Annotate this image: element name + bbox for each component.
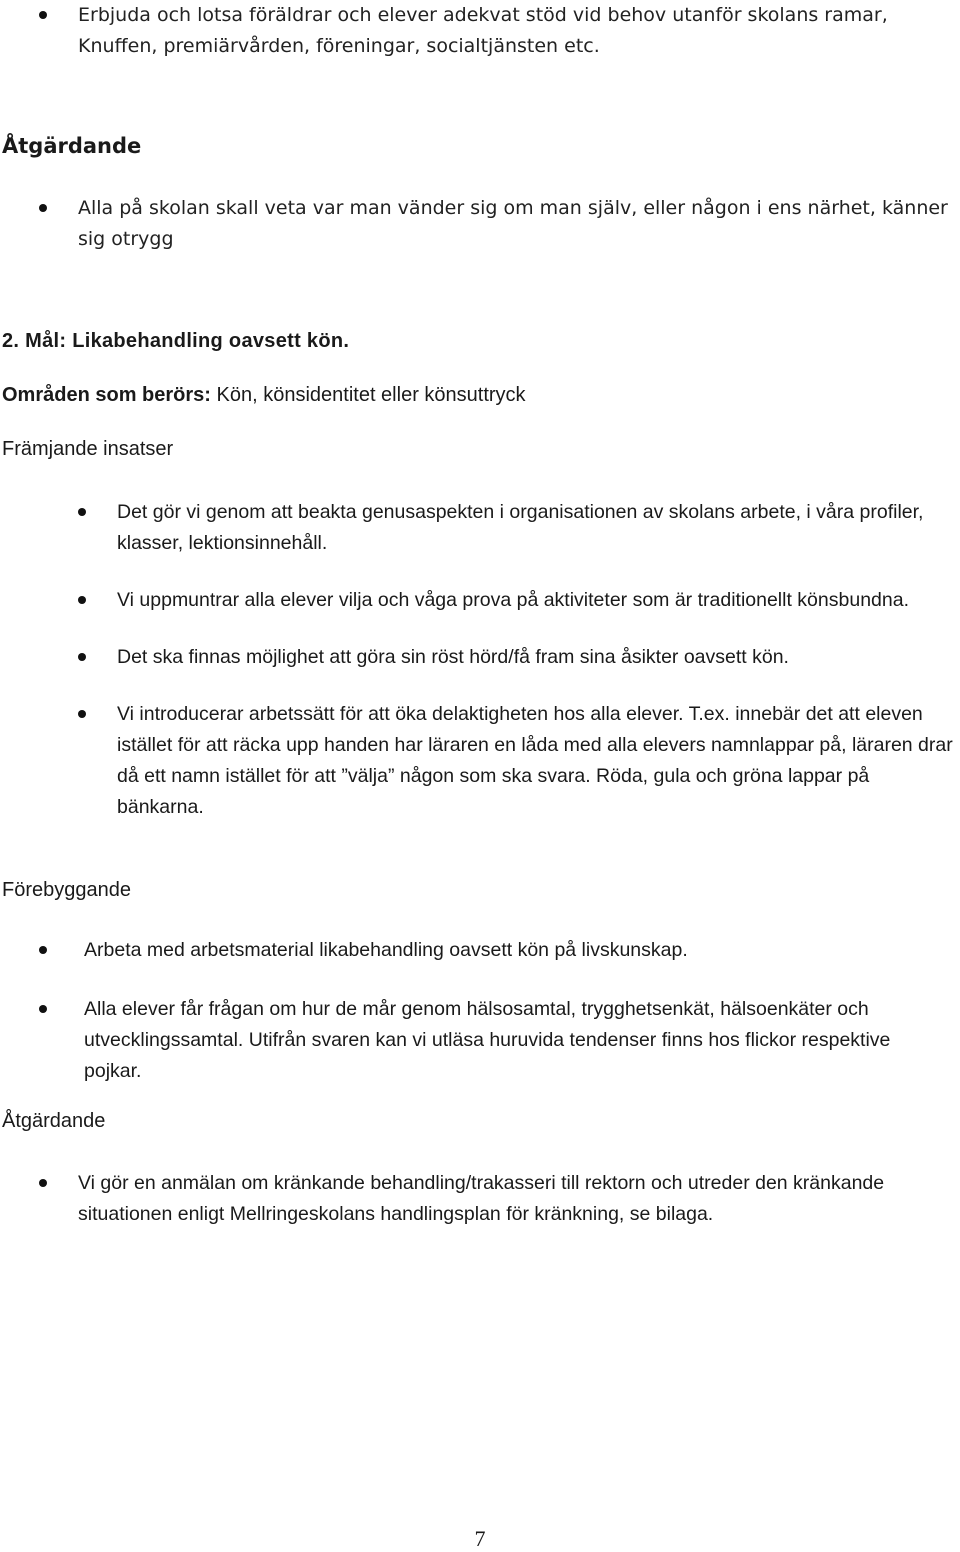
list-item-text: Alla på skolan skall veta var man vänder sig om man själv, eller någon i ens närhet, känner sig otrygg <box>78 197 948 250</box>
atgardande-2-bullet-list <box>0 1168 950 1230</box>
bullet-icon <box>39 946 47 954</box>
bullet-icon <box>78 653 86 661</box>
list-item-text: Det gör vi genom att beakta genusaspekten i organisationen av skolans arbete, i våra profiler, klasser, lektionsinnehåll. <box>117 501 924 554</box>
section-heading-atgardande-1: Åtgärdande <box>2 134 142 158</box>
list-item-text: Vi uppmuntrar alla elever vilja och våga prova på aktiviteter som är traditionellt könsbundna. <box>117 589 909 611</box>
areas-value: Kön, könsidentitet eller könsuttryck <box>210 384 526 406</box>
bullet-icon <box>39 1005 47 1013</box>
bullet-icon <box>78 508 86 516</box>
page-number: 7 <box>474 1526 486 1551</box>
list-item-text: Vi introducerar arbetssätt för att öka delaktigheten hos alla elever. T.ex. innebär det att eleven istället för att räcka upp handen har läraren en låda med alla elevers namnlappar på, läraren drar då ett namn istället för att ”välja” någon som ska svara. Röda, gula och gröna lappar på bänkarna. <box>117 703 953 818</box>
framjande-bullet-list <box>0 497 960 823</box>
bullet-icon <box>78 710 86 718</box>
list-item <box>0 585 960 616</box>
list-item <box>0 497 960 559</box>
section-heading-atgardande-2: Åtgärdande <box>2 1110 106 1132</box>
bullet-icon <box>39 11 47 19</box>
list-item <box>0 935 950 966</box>
list-item <box>0 193 950 255</box>
list-item-text: Det ska finnas möjlighet att göra sin röst hörd/få fram sina åsikter oavsett kön. <box>117 646 789 668</box>
bullet-icon <box>39 204 47 212</box>
bullet-icon <box>78 596 86 604</box>
list-item-text: Alla elever får frågan om hur de mår genom hälsosamtal, trygghetsenkät, hälsoenkäter och utvecklingssamtal. Utifrån svaren kan vi utläsa huruvida tendenser finns hos flickor respektive pojkar. <box>84 998 891 1082</box>
list-item-text: Erbjuda och lotsa föräldrar och elever adekvat stöd vid behov utanför skolans ramar, Knuffen, premiärvården, föreningar, socialtjänsten etc. <box>78 4 888 57</box>
areas-line <box>2 384 526 407</box>
list-item <box>0 699 960 823</box>
forebyggande-bullet-list <box>0 935 950 1087</box>
section-heading-forebyggande: Förebyggande <box>2 879 131 901</box>
list-item-text: Arbeta med arbetsmaterial likabehandling oavsett kön på livskunskap. <box>84 939 688 961</box>
list-item-text: Vi gör en anmälan om kränkande behandling/trakasseri till rektorn och utreder den kränkande situationen enligt Mellringeskolans handlingsplan för kränkning, se bilaga. <box>78 1172 885 1225</box>
list-item <box>0 0 950 62</box>
atgardande-1-bullet-list <box>0 193 950 255</box>
list-item <box>0 994 950 1087</box>
top-bullet-list <box>0 0 950 62</box>
list-item <box>0 1168 950 1230</box>
list-item <box>0 642 960 673</box>
goal-title: 2. Mål: Likabehandling oavsett kön. <box>2 330 350 352</box>
areas-label: Områden som berörs: <box>2 384 211 406</box>
bullet-icon <box>39 1179 47 1187</box>
section-heading-framjande: Främjande insatser <box>2 438 174 460</box>
